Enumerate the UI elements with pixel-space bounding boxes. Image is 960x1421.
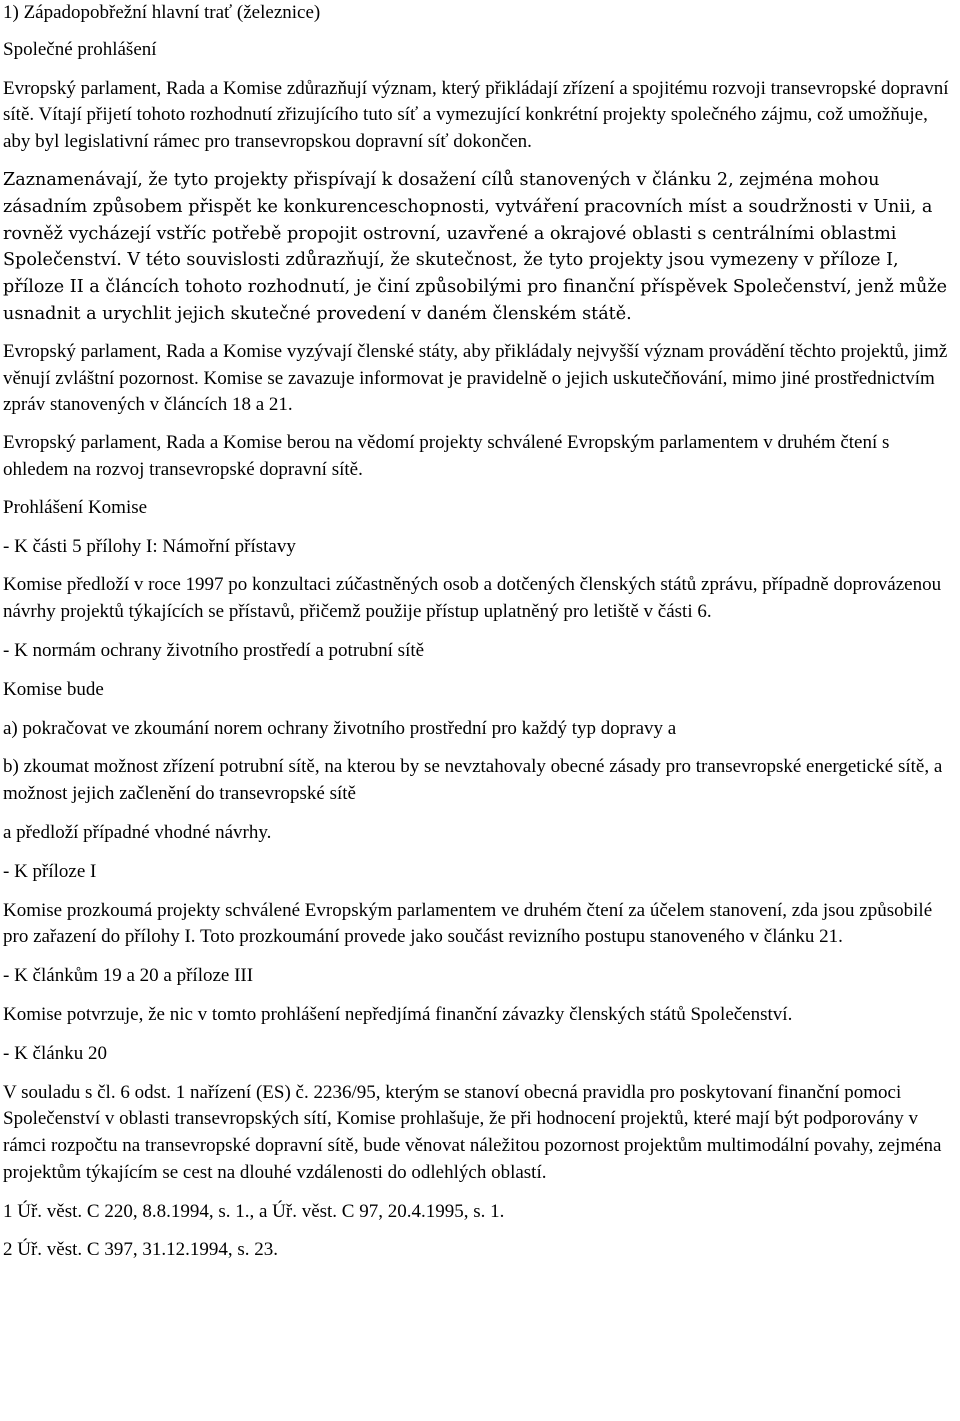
footnote-2: 2 Úř. věst. C 397, 31.12.1994, s. 23. <box>3 1239 278 1261</box>
paragraph-second-reading: Evropský parlament, Rada a Komise berou na vědomí projekty schválené Evropským parlamentem v druhém čtení s ohledem na rozvoj transevropské dopravní sítě. <box>3 432 890 480</box>
item-heading-ports: - K části 5 přílohy I: Námořní přístavy <box>3 535 296 557</box>
paragraph-regulation: V souladu s čl. 6 odst. 1 nařízení (ES) č. 2236/95, kterým se stanoví obecná pravidla pro poskytovaní finanční pomoci Společenství v oblasti transevropských sítí, Komise prohlašuje, že při hodnocení projektů, které mají být podporovány v rámci rozpočtu na transevropské dopravní sítě, bude věnovat náležitou pozornost projektům multimodální povahy, zejména projektům týkajícím se cest na dlouhé vzdálenosti do odlehlých oblastí. <box>3 1081 942 1183</box>
list-item-b: b) zkoumat možnost zřízení potrubní sítě, na kterou by se nevztahovaly obecné zásady pro transevropské energetické sítě, a možnost jejich začlenění do transevropské sítě <box>3 756 943 805</box>
paragraph-objectives: Zaznamenávají, že tyto projekty přispívají k dosažení cílů stanovených v článku 2, zejména mohou zásadním způsobem přispět ke konkurenceschopnosti, vytváření pracovních míst a soudržnosti v Unii, a rovněž vycházejí vstříc potřebě propojit ostrovní, uzavřené a okrajové oblasti s centrálními oblastmi Společenství. V této souvislosti zdůrazňují, že skutečnost, že tyto projekty jsou vymezeny v příloze I, příloze II a článcích tohoto rozhodnutí, je činí způsobilými pro finanční příspěvek Společenství, jenž může usnadnit a urychlit jejich skutečné provedení v daném členském státě. <box>3 169 948 324</box>
paragraph-annex-i: Komise prozkoumá projekty schválené Evropským parlamentem ve druhém čtení za účelem stanovení, zda jsou způsobilé pro zařazení do přílohy I. Toto prozkoumání provede jako součást revizního postupu stanoveného v článku 21. <box>3 899 933 948</box>
subheading-commission-statement: Prohlášení Komise <box>3 496 148 518</box>
item-heading-annex-i: - K příloze I <box>3 860 97 882</box>
paragraph-proposals: a předloží případné vhodné návrhy. <box>3 821 272 843</box>
footnote-1: 1 Úř. věst. C 220, 8.8.1994, s. 1., a Úř. věst. C 97, 20.4.1995, s. 1. <box>3 1200 505 1222</box>
paragraph-member-states: Evropský parlament, Rada a Komise vyzývají členské státy, aby přikládaly nejvyšší význam provádění těchto projektů, jimž věnují zvláštní pozornost. Komise se zavazuje informovat je pravidelně o jejich uskutečňování, mimo jiné prostřednictvím zpráv stanovených v článcích 18 a 21. <box>3 340 948 416</box>
subheading-joint-statement: Společné prohlášení <box>3 38 157 60</box>
paragraph-significance: Evropský parlament, Rada a Komise zdůrazňují význam, který přikládají zřízení a spojitému rozvoji transevropské dopravní sítě. Vítají přijetí tohoto rozhodnutí zřizujícího tuto síť a vymezující konkrétní projekty společného zájmu, což umožňuje, aby byl legislativní rámec pro transevropskou dopravní síť dokončen. <box>3 77 949 153</box>
paragraph-ports: Komise předloží v roce 1997 po konzultaci zúčastněných osob a dotčených členských států zprávu, případně doprovázenou návrhy projektů týkajících se přístavů, přičemž použije přístup uplatněný pro letiště v části 6. <box>3 574 942 623</box>
section-heading: 1) Západopobřežní hlavní trať (železnice) <box>3 2 321 23</box>
item-heading-articles-19-20: - K článkům 19 a 20 a příloze III <box>3 965 254 987</box>
paragraph-commission-will: Komise bude <box>3 678 104 700</box>
paragraph-financial-commitments: Komise potvrzuje, že nic v tomto prohlášení nepředjímá finanční závazky členských států Společenství. <box>3 1003 793 1025</box>
item-heading-article-20: - K článku 20 <box>3 1042 107 1064</box>
item-heading-environment: - K normám ochrany životního prostředí a potrubní sítě <box>3 639 425 661</box>
list-item-a: a) pokračovat ve zkoumání norem ochrany životního prostřední pro každý typ dopravy a <box>3 717 677 739</box>
